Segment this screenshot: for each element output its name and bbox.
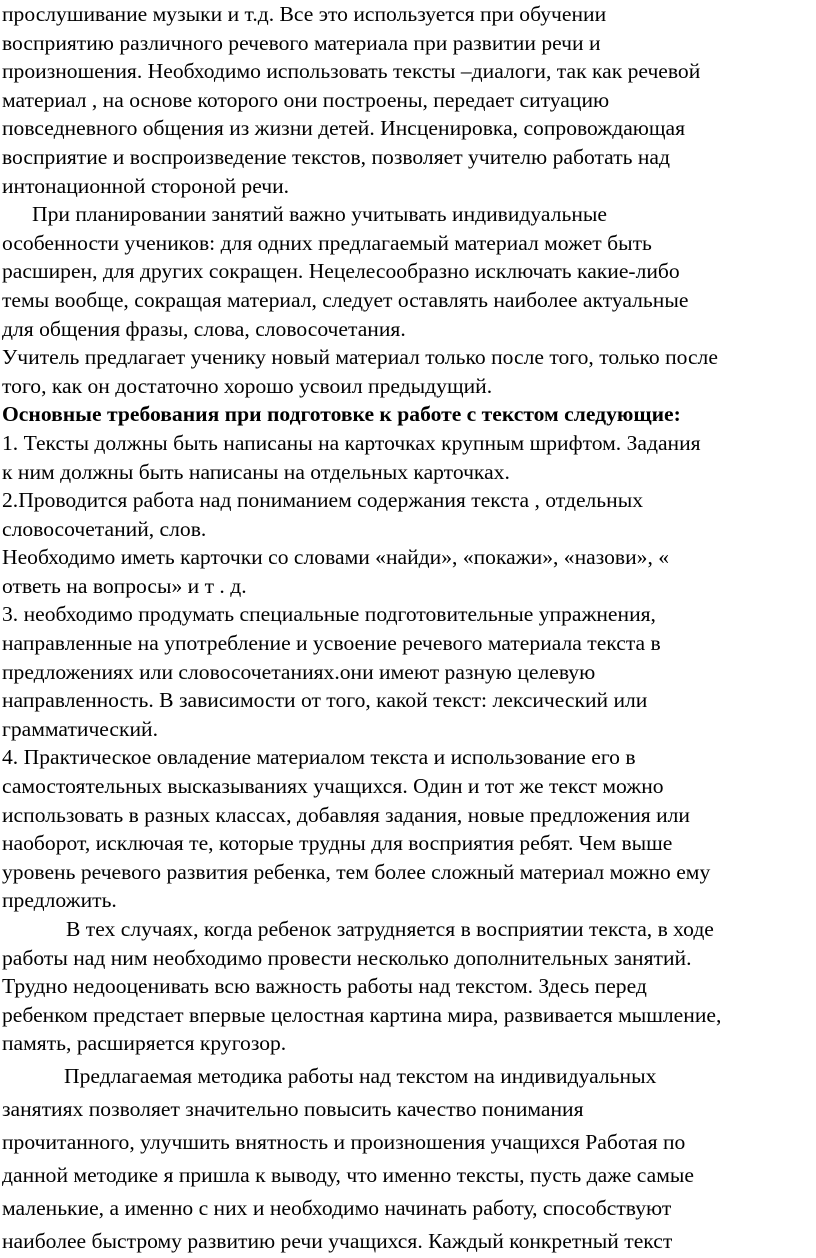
text-line: для общения фразы, слова, словосочетания. <box>2 316 406 341</box>
text-line: Учитель предлагает ученику новый материал только после того, только после <box>2 345 718 370</box>
text-line: работы над ним необходимо провести несколько дополнительных занятий. <box>2 945 692 970</box>
text-line: 2.Проводится работа над пониманием содержания текста , отдельных <box>2 488 644 513</box>
paragraph-music-listening <box>2 0 816 200</box>
text-line: особенности учеников: для одних предлагаемый материал может быть <box>2 230 652 255</box>
text-line: материал , на основе которого они построены, передает ситуацию <box>2 87 610 112</box>
text-line: уровень речевого развития ребенка, тем более сложный материал можно ему <box>2 859 711 884</box>
text-line: прочитанного, улучшить внятность и произношения учащихся Работая по <box>2 1129 686 1154</box>
list-item-2-cards <box>2 543 816 600</box>
text-line: Необходимо иметь карточки со словами «найди», «покажи», «назови», « <box>2 545 670 570</box>
text-line: память, расширяется кругозор. <box>2 1031 287 1056</box>
text-line: ответь на вопросы» и т . д. <box>2 573 247 598</box>
text-line: использовать в разных классах, добавляя задания, новые предложения или <box>2 802 690 827</box>
text-line: интонационной стороной речи. <box>2 173 290 198</box>
text-line: предложениях или словосочетаниях.они имеют разную целевую <box>2 659 596 684</box>
text-line: расширен, для других сокращен. Нецелесообразно исключать какие-либо <box>2 259 680 284</box>
text-line: того, как он достаточно хорошо усвоил предыдущий. <box>2 373 493 398</box>
text-line: восприятию различного речевого материала при развитии речи и <box>2 30 601 55</box>
list-item-3 <box>2 600 816 743</box>
section-heading-requirements <box>2 400 816 429</box>
list-item-2 <box>2 486 816 543</box>
paragraph-difficulties <box>2 915 816 1058</box>
text-line: прослушивание музыки и т.д. Все это используется при обучении <box>2 2 607 26</box>
text-line: самостоятельных высказываниях учащихся. Один и тот же текст можно <box>2 774 664 799</box>
paragraph-new-material <box>2 343 816 400</box>
text-line: При планировании занятий важно учитывать индивидуальные <box>32 202 607 227</box>
text-line: темы вообще, сокращая материал, следует оставлять наиболее актуальные <box>2 287 689 312</box>
text-line: Предлагаемая методика работы над текстом на индивидуальных <box>64 1063 657 1088</box>
text-line: наоборот, исключая те, которые трудны для восприятия ребят. Чем выше <box>2 831 673 856</box>
text-line: 3. необходимо продумать специальные подготовительные упражнения, <box>2 602 656 627</box>
text-line: данной методике я пришла к выводу, что именно тексты, пусть даже самые <box>2 1162 694 1187</box>
paragraph-methodology <box>2 1060 816 1258</box>
text-line: 1. Тексты должны быть написаны на карточках крупным шрифтом. Задания <box>2 430 701 455</box>
text-line: 4. Практическое овладение материалом текста и использование его в <box>2 745 636 770</box>
text-line: словосочетаний, слов. <box>2 516 207 541</box>
text-line: Трудно недооценивать всю важность работы над текстом. Здесь перед <box>2 974 647 999</box>
text-line: наиболее быстрому развитию речи учащихся. Каждый конкретный текст <box>2 1228 673 1253</box>
text-line: восприятие и воспроизведение текстов, позволяет учителю работать над <box>2 144 671 169</box>
text-line: ребенком предстает впервые целостная картина мира, развивается мышление, <box>2 1002 722 1027</box>
text-line: маленькие, а именно с них и необходимо начинать работу, способствуют <box>2 1195 672 1220</box>
text-line: к ним должны быть написаны на отдельных карточках. <box>2 459 510 484</box>
paragraph-lesson-planning <box>2 200 816 343</box>
text-line: направленность. В зависимости от того, какой текст: лексический или <box>2 688 648 713</box>
text-line: В тех случаях, когда ребенок затрудняется в восприятии текста, в ходе <box>66 917 714 941</box>
text-line: занятиях позволяет значительно повысить качество понимания <box>2 1096 584 1121</box>
list-item-4 <box>2 743 816 915</box>
text-line: произношения. Необходимо использовать тексты –диалоги, так как речевой <box>2 59 701 84</box>
text-line: грамматический. <box>2 716 159 741</box>
text-line: направленные на употребление и усвоение речевого материала текста в <box>2 631 661 656</box>
heading-line: Основные требования при подготовке к работе с текстом следующие: <box>2 402 681 427</box>
list-item-1 <box>2 429 816 486</box>
text-line: предложить. <box>2 888 117 913</box>
text-line: повседневного общения из жизни детей. Инсценировка, сопровождающая <box>2 116 686 141</box>
